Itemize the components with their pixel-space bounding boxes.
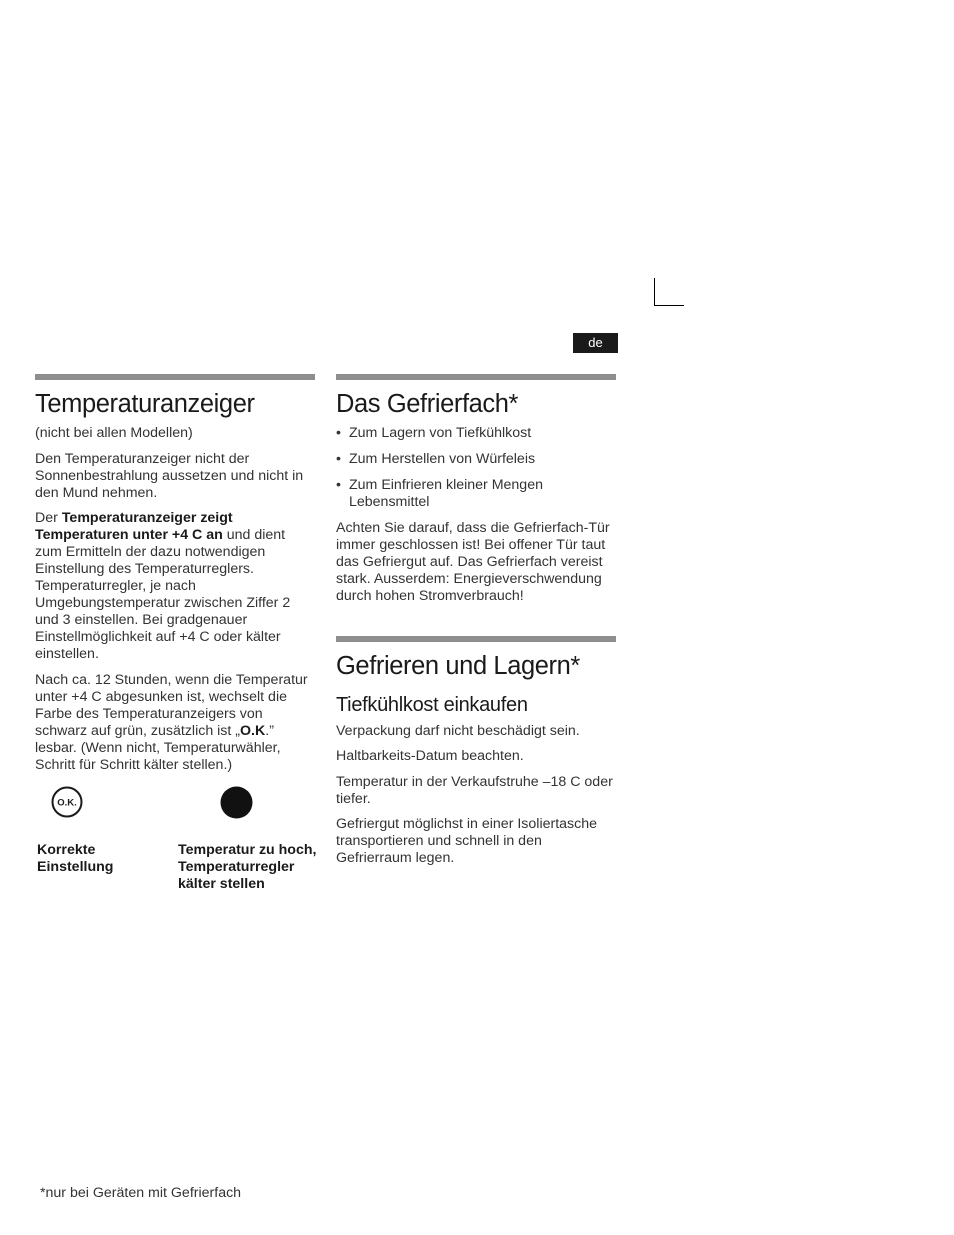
paragraph: Temperatur in der Verkaufstruhe –18 C oder tiefer. (336, 773, 613, 807)
freezer-list (336, 425, 616, 511)
paragraph (35, 672, 315, 774)
bullet-icon: • (336, 425, 341, 441)
list-item (336, 451, 616, 468)
bullet-icon: • (336, 477, 341, 493)
paragraph: Den Temperaturanzeiger nicht der Sonnenbestrahlung aussetzen und nicht in den Mund nehmen. (35, 450, 304, 501)
ok-indicator-icon (51, 786, 83, 818)
paragraph: Achten Sie darauf, dass die Gefrierfach-Tür immer geschlossen ist! Bei offener Tür taut das Gefriergut auf. Das Gefrierfach vereist stark. Ausserdem: Energieverschwendung durch hohen Stromverbrauch! (336, 520, 610, 604)
paragraph: Gefriergut möglichst in einer Isoliertasche transportieren und schnell in den Gefrierraum legen. (336, 816, 598, 866)
text-run: .” lesbar. (Wenn nicht, Temperaturwähler, Schritt für Schritt kälter stellen.) (35, 722, 281, 773)
indicator-captions (35, 842, 315, 922)
ok-icon-text: O.K. (57, 797, 77, 808)
section-title: Das Gefrierfach* (336, 390, 519, 418)
language-badge: de (573, 333, 618, 353)
paragraph: Verpackung darf nicht beschädigt sein. (336, 722, 580, 739)
temperature-indicator-section (35, 374, 315, 922)
spacer (336, 614, 616, 636)
section-rule (336, 374, 616, 380)
paragraph (35, 510, 315, 663)
subsection-title: Tiefkühlkost einkaufen (336, 693, 528, 716)
paragraph: Haltbarkeits-Datum beachten. (336, 748, 524, 764)
bold-text: O.K (240, 722, 266, 739)
list-item-text: Zum Einfrieren kleiner Mengen Lebensmittel (349, 477, 543, 510)
section-title: Temperaturanzeiger (35, 390, 255, 418)
text-run: und dient zum Ermitteln der dazu notwendigen Einstellung des Temperaturreglers. Temperaturregler, je nach Umgebungstemperatur zwischen Ziffer 2 und 3 einstellen. Bei gradgenauer Einstellmöglichkeit auf +4 C oder kälter einstellen. (35, 527, 291, 662)
footnote: *nur bei Geräten mit Gefrierfach (40, 1185, 242, 1201)
right-column (336, 374, 616, 876)
crop-mark (654, 278, 684, 306)
list-item (336, 477, 616, 511)
section-subtitle: (nicht bei allen Modellen) (35, 425, 193, 441)
text-run: Der (35, 510, 62, 526)
caption-too-warm: Temperatur zu hoch, Temperaturregler kälter stellen (178, 841, 317, 892)
indicator-icons (35, 786, 315, 842)
section-rule (35, 374, 315, 380)
bold-text: Temperaturanzeiger zeigt Temperaturen unter +4 C an (35, 510, 233, 543)
caption-correct: Korrekte Einstellung (37, 841, 114, 875)
list-item-text: Zum Herstellen von Würfeleis (349, 451, 536, 467)
text-run: Nach ca. 12 Stunden, wenn die Temperatur unter +4 C abgesunken ist, wechselt die Farbe des Temperaturanzeigers von schwarz auf grün, zusätzlich ist „ (35, 671, 308, 739)
section-rule (336, 636, 616, 642)
list-item-text: Zum Lagern von Tiefkühlkost (349, 425, 532, 441)
section-title: Gefrieren und Lagern* (336, 651, 580, 680)
black-indicator-icon (220, 786, 253, 819)
list-item (336, 425, 616, 442)
bullet-icon: • (336, 451, 341, 467)
